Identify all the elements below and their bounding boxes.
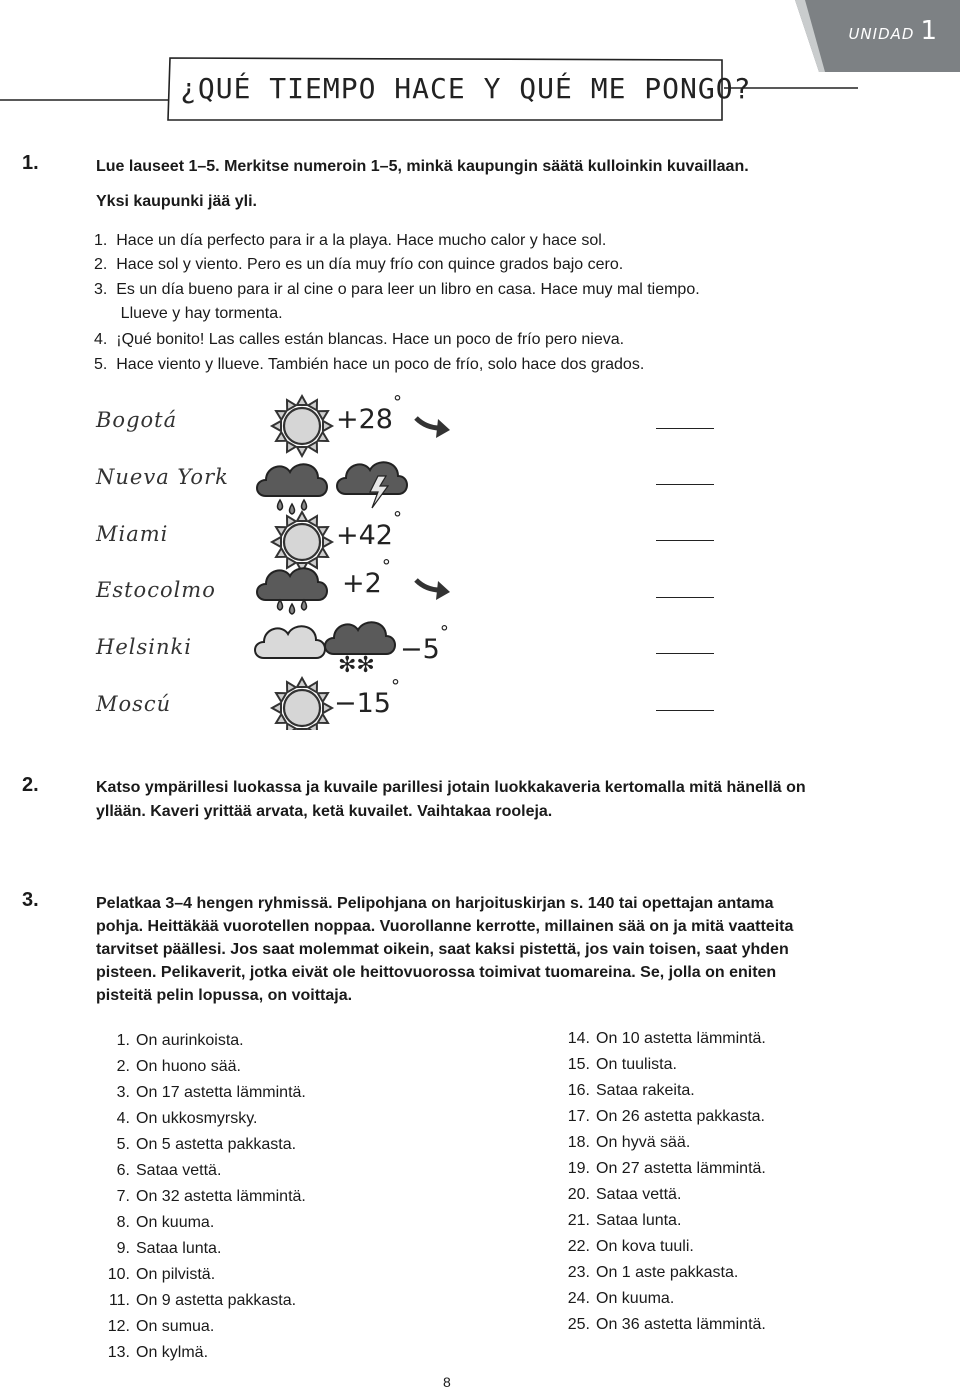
- list-item-text: On 10 astetta lämmintä.: [596, 1030, 766, 1047]
- city-moscu: Moscú: [96, 692, 172, 716]
- list-item-number: 19.: [567, 1160, 590, 1177]
- cloud-icon: [255, 626, 325, 658]
- list-item-text: On 9 astetta pakkasta.: [136, 1292, 297, 1309]
- page-number: 8: [443, 1374, 451, 1390]
- sun-icon: [272, 678, 332, 730]
- list-item-text: Sataa rakeita.: [596, 1082, 695, 1099]
- list-item: [562, 1078, 766, 1104]
- list-item-text: On huono sää.: [136, 1058, 241, 1075]
- unit-number: 1: [920, 16, 938, 46]
- question-3-number: 3.: [22, 889, 39, 911]
- list-item-number: 20.: [567, 1186, 590, 1203]
- list-item-number: 16.: [567, 1082, 590, 1099]
- list-item: [102, 1028, 306, 1054]
- list-item: [102, 1184, 306, 1210]
- list-item-text: Sataa vettä.: [596, 1186, 682, 1203]
- list-item-text: On kuuma.: [596, 1290, 675, 1307]
- degree-symbol: °: [392, 392, 402, 413]
- list-item: [562, 1286, 766, 1312]
- list-item: [102, 1132, 306, 1158]
- list-item: [102, 1080, 306, 1106]
- question-1-note: Yksi kaupunki jää yli.: [96, 193, 257, 210]
- list-item-number: 13.: [107, 1344, 130, 1361]
- list-item-number: 18.: [567, 1134, 590, 1151]
- list-item-text: On 32 astetta lämmintä.: [136, 1188, 306, 1205]
- rain-cloud-icon: [257, 568, 327, 600]
- wind-arrow-icon: [416, 580, 450, 600]
- list-item: [102, 1236, 306, 1262]
- list-item-text: On sumua.: [136, 1318, 215, 1335]
- sun-icon: [272, 396, 332, 456]
- sentence-5: 5. Hace viento y llueve. También hace un poco de frío, solo hace dos grados.: [94, 356, 645, 373]
- list-item-number: 8.: [116, 1214, 130, 1231]
- list-item-number: 10.: [107, 1266, 130, 1283]
- list-item-number: 3.: [116, 1084, 130, 1101]
- question-2-number: 2.: [22, 774, 39, 796]
- sentence-3: 3. Es un día bueno para ir al cine o para leer un libro en casa. Hace muy mal tiempo.: [94, 281, 700, 298]
- city-helsinki: Helsinki: [96, 635, 192, 659]
- page-title: ¿QUÉ TIEMPO HACE Y QUÉ ME PONGO?: [180, 72, 752, 105]
- list-item: [562, 1182, 766, 1208]
- list-item-text: On hyvä sää.: [596, 1134, 691, 1151]
- list-item-number: 4.: [116, 1110, 130, 1127]
- snowflake-icon: ✻✻: [338, 653, 375, 678]
- city-estocolmo: Estocolmo: [96, 578, 216, 602]
- list-item: [102, 1262, 306, 1288]
- list-item-number: 11.: [108, 1292, 130, 1309]
- temp-estocolmo-value: +2: [342, 568, 382, 599]
- question-2-line-1: Katso ympärillesi luokassa ja kuvaile parillesi jotain luokkakaveria kertomalla mitä hänellä on: [96, 779, 806, 796]
- question-3-line-5: pisteitä pelin lopussa, on voittaja.: [96, 987, 353, 1004]
- question-3-line-2: pohja. Heittäkää vuorotellen noppaa. Vuorollanne kerrotte, millainen sää on ja mitä vaatteita: [96, 918, 794, 935]
- degree-symbol: °: [392, 508, 402, 529]
- raindrops-icon: [278, 600, 307, 614]
- temp-bogota-value: +28: [336, 404, 393, 435]
- list-item-number: 17.: [567, 1108, 590, 1125]
- sun-icon: [272, 512, 332, 572]
- list-item-text: On ukkosmyrsky.: [136, 1110, 258, 1127]
- list-item-number: 2.: [116, 1058, 130, 1075]
- list-item-number: 12.: [107, 1318, 130, 1335]
- list-item-text: On 17 astetta lämmintä.: [136, 1084, 306, 1101]
- list-item-number: 21.: [567, 1212, 590, 1229]
- degree-symbol: °: [381, 556, 391, 577]
- list-item-text: On 1 aste pakkasta.: [596, 1264, 739, 1281]
- list-item-text: On 5 astetta pakkasta.: [136, 1136, 297, 1153]
- statement-list-right: [562, 1026, 766, 1338]
- list-item-number: 14.: [567, 1030, 590, 1047]
- question-3-line-1: Pelatkaa 3–4 hengen ryhmissä. Pelipohjana on harjoituskirjan s. 140 tai opettajan antama: [96, 895, 774, 912]
- question-3-line-4: pisteen. Pelikaverit, jotka eivät ole heittovuorossa toimivat tuomareina. Se, jolla on eniten: [96, 964, 777, 981]
- list-item-number: 25.: [567, 1316, 590, 1333]
- list-item-text: Sataa vettä.: [136, 1162, 222, 1179]
- list-item-text: On kuuma.: [136, 1214, 215, 1231]
- snow-cloud-icon: [325, 622, 395, 654]
- list-item: [102, 1340, 306, 1366]
- sentence-1: 1. Hace un día perfecto para ir a la playa. Hace mucho calor y hace sol.: [94, 232, 607, 249]
- wind-arrow-icon: [416, 418, 450, 438]
- answer-blank-estocolmo[interactable]: [656, 597, 714, 598]
- list-item: [562, 1052, 766, 1078]
- list-item: [102, 1210, 306, 1236]
- degree-symbol: °: [439, 622, 449, 643]
- list-item-text: On 26 astetta pakkasta.: [596, 1108, 765, 1125]
- list-item-number: 23.: [567, 1264, 590, 1281]
- sentence-4: 4. ¡Qué bonito! Las calles están blancas. Hace un poco de frío pero nieva.: [94, 331, 625, 348]
- temp-miami-value: +42: [336, 520, 393, 551]
- list-item-text: Sataa lunta.: [136, 1240, 222, 1257]
- city-miami: Miami: [96, 522, 169, 546]
- list-item: [562, 1026, 766, 1052]
- list-item: [102, 1314, 306, 1340]
- list-item-number: 22.: [567, 1238, 590, 1255]
- list-item-number: 9.: [116, 1240, 130, 1257]
- temp-helsinki-value: −5: [400, 634, 440, 665]
- question-1-number: 1.: [22, 152, 39, 174]
- answer-blank-nueva-york[interactable]: [656, 484, 714, 485]
- city-nueva-york: Nueva York: [96, 465, 229, 489]
- list-item-text: On tuulista.: [596, 1056, 677, 1073]
- list-item: [562, 1260, 766, 1286]
- title-frame: [0, 0, 960, 140]
- list-item-number: 7.: [116, 1188, 130, 1205]
- list-item: [102, 1106, 306, 1132]
- list-item-number: 1.: [116, 1032, 130, 1049]
- statement-list-left: [102, 1028, 306, 1366]
- rain-cloud-icon: [257, 464, 327, 496]
- list-item: [102, 1054, 306, 1080]
- list-item: [102, 1158, 306, 1184]
- list-item-number: 24.: [567, 1290, 590, 1307]
- temp-moscu-value: −15: [334, 688, 391, 719]
- list-item: [562, 1156, 766, 1182]
- answer-blank-helsinki[interactable]: [656, 653, 714, 654]
- list-item: [562, 1234, 766, 1260]
- degree-symbol: °: [390, 676, 400, 697]
- list-item-text: On 36 astetta lämmintä.: [596, 1316, 766, 1333]
- question-3-line-3: tarvitset päällesi. Jos saat molemmat oikein, saat kaksi pistettä, jos vain toisen, saat yhden: [96, 941, 789, 958]
- list-item: [562, 1104, 766, 1130]
- list-item-text: On kylmä.: [136, 1344, 209, 1361]
- city-bogota: Bogotá: [96, 408, 178, 432]
- list-item-text: On kova tuuli.: [596, 1238, 694, 1255]
- list-item-number: 6.: [116, 1162, 130, 1179]
- list-item: [562, 1312, 766, 1338]
- list-item: [102, 1288, 306, 1314]
- question-1-instruction: Lue lauseet 1–5. Merkitse numeroin 1–5, minkä kaupungin säätä kulloinkin kuvaillaan.: [96, 158, 749, 175]
- answer-blank-bogota[interactable]: [656, 428, 714, 429]
- list-item-text: On pilvistä.: [136, 1266, 216, 1283]
- list-item: [562, 1130, 766, 1156]
- list-item-number: 15.: [567, 1056, 590, 1073]
- question-2-line-2: yllään. Kaveri yrittää arvata, ketä kuvailet. Vaihtakaa rooleja.: [96, 803, 553, 820]
- list-item: [562, 1208, 766, 1234]
- weather-icons: [0, 390, 640, 730]
- sentence-2: 2. Hace sol y viento. Pero es un día muy frío con quince grados bajo cero.: [94, 256, 624, 273]
- list-item-number: 5.: [116, 1136, 130, 1153]
- list-item-text: On 27 astetta lämmintä.: [596, 1160, 766, 1177]
- answer-blank-miami[interactable]: [656, 540, 714, 541]
- sentence-3-cont: Llueve y hay tormenta.: [94, 305, 283, 322]
- answer-blank-moscu[interactable]: [656, 710, 714, 711]
- list-item-text: Sataa lunta.: [596, 1212, 682, 1229]
- list-item-text: On aurinkoista.: [136, 1032, 244, 1049]
- unit-label-text: UNIDAD: [848, 25, 915, 43]
